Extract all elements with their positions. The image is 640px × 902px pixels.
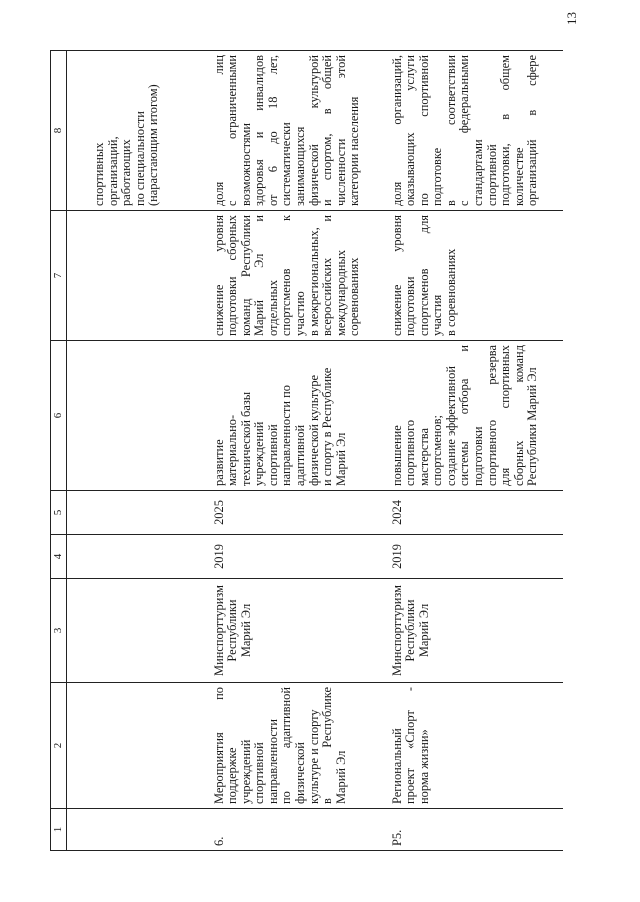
cell bbox=[67, 491, 207, 535]
text-line: направленности по bbox=[279, 385, 294, 486]
continuation-row bbox=[67, 51, 207, 851]
text-line: спортивной bbox=[484, 144, 499, 206]
end-year: 2025 bbox=[207, 491, 385, 535]
text-line: с ограниченными bbox=[225, 55, 240, 206]
text-line: Республики bbox=[225, 599, 240, 662]
text-line: участия bbox=[430, 294, 445, 336]
text-line: Марий Эл bbox=[416, 603, 431, 658]
text-line: спортивных bbox=[92, 142, 106, 206]
result-cell bbox=[207, 341, 385, 491]
cell bbox=[67, 579, 207, 683]
text-line: подготовке bbox=[430, 147, 445, 206]
text-line: организаций в сфере bbox=[525, 55, 540, 206]
column-number-row bbox=[51, 51, 67, 851]
text-line: Мероприятия по bbox=[211, 687, 226, 804]
text-line: Марий Эл bbox=[333, 750, 348, 804]
text-line: категории населения bbox=[347, 96, 362, 206]
text-line: в межрегиональных, bbox=[306, 227, 321, 336]
end-year: 2024 bbox=[385, 491, 563, 535]
text-line: физической культурой bbox=[306, 55, 321, 206]
event-name-cell bbox=[385, 683, 563, 809]
text-line: Республики bbox=[403, 599, 418, 662]
text-line: доля организаций, bbox=[389, 55, 404, 206]
text-line: норма жизни» bbox=[416, 729, 431, 804]
text-line: учреждений bbox=[238, 739, 253, 804]
text-line: и спортом, в общей bbox=[320, 55, 335, 206]
text-line: численности этой bbox=[333, 55, 348, 206]
text-line: и спорту в Республике bbox=[320, 367, 335, 486]
cell bbox=[67, 211, 207, 341]
text-line: Марий Эл и bbox=[252, 215, 267, 336]
text-line: систематически bbox=[279, 122, 294, 206]
text-line: Марий Эл bbox=[238, 603, 253, 658]
table-row bbox=[207, 51, 385, 851]
page-number: 13 bbox=[564, 12, 579, 25]
text-line: в соответствии bbox=[443, 55, 458, 206]
cell bbox=[67, 535, 207, 579]
text-line: подготовки, в общем bbox=[498, 55, 513, 206]
text-line: развитие bbox=[211, 439, 226, 486]
executor-cell bbox=[385, 579, 563, 683]
consequences-cell bbox=[207, 211, 385, 341]
text-line: спортивного bbox=[403, 419, 418, 486]
start-year: 2019 bbox=[385, 535, 563, 579]
text-line: от 6 до 18 лет, bbox=[265, 55, 280, 206]
column-header: 6 bbox=[51, 341, 67, 491]
event-name-cell bbox=[207, 683, 385, 809]
text-line: адаптивной bbox=[293, 424, 308, 486]
cell bbox=[67, 341, 207, 491]
text-line: физической bbox=[293, 742, 308, 804]
text-line: соревнованиях bbox=[347, 257, 362, 336]
text-line: спортивной bbox=[252, 742, 267, 804]
text-line: для спортивных bbox=[498, 345, 513, 486]
text-line: технической базы bbox=[238, 391, 253, 486]
text-line: участию bbox=[293, 291, 308, 336]
text-line: стандартами bbox=[471, 139, 486, 206]
column-header: 3 bbox=[51, 579, 67, 683]
text-line: возможностями bbox=[238, 122, 253, 206]
text-line: спортсменов; bbox=[430, 415, 445, 486]
text-line: материально- bbox=[225, 414, 240, 486]
column-header: 1 bbox=[51, 809, 67, 851]
text-line: по адаптивной bbox=[279, 687, 294, 804]
text-line: спортивного резерва bbox=[484, 345, 499, 486]
text-line: (нарастающим итогом) bbox=[146, 84, 161, 206]
text-line: системы отбора и bbox=[457, 345, 472, 486]
text-line: работающих bbox=[119, 139, 134, 206]
text-line: в Республике bbox=[320, 687, 335, 804]
text-line: отдельных bbox=[265, 279, 280, 336]
text-line: Минспорттуризм bbox=[211, 585, 226, 676]
text-line: проект «Спорт - bbox=[403, 687, 418, 804]
column-header: 4 bbox=[51, 535, 67, 579]
text-line: занимающихся bbox=[293, 126, 308, 206]
indicator-cell bbox=[385, 51, 563, 211]
start-year: 2019 bbox=[207, 535, 385, 579]
text-line: снижение уровня bbox=[389, 215, 404, 336]
text-line: оказывающих услуги bbox=[403, 55, 418, 206]
text-line: направленности bbox=[265, 719, 280, 804]
column-header: 2 bbox=[51, 683, 67, 809]
text-line: здоровья и инвалидов bbox=[252, 55, 267, 206]
row-number: Р5. bbox=[385, 809, 563, 851]
text-line: спортивной bbox=[265, 424, 280, 486]
text-line: по специальности bbox=[132, 111, 147, 206]
text-line: снижение уровня bbox=[211, 215, 226, 336]
table-row bbox=[385, 51, 563, 851]
text-line: организаций, bbox=[105, 136, 120, 206]
text-line: в соревнованиях bbox=[443, 248, 458, 336]
text-line: Региональный bbox=[389, 728, 404, 804]
text-line: спортсменов к bbox=[279, 215, 294, 336]
text-line: по спортивной bbox=[416, 55, 431, 206]
text-line: подготовки bbox=[471, 426, 486, 486]
text-line: создание эффективной bbox=[443, 366, 458, 486]
result-cell bbox=[385, 341, 563, 491]
text-line: всероссийских и bbox=[320, 215, 335, 336]
indicator-cell bbox=[207, 51, 385, 211]
text-line: сборных команд bbox=[511, 345, 526, 486]
text-line: Минспорттуризм bbox=[389, 585, 404, 676]
column-header: 7 bbox=[51, 211, 67, 341]
text-line: подготовки bbox=[403, 276, 418, 336]
text-line: спортсменов для bbox=[416, 215, 431, 336]
cell bbox=[67, 809, 207, 851]
consequences-cell bbox=[385, 211, 563, 341]
cell bbox=[67, 683, 207, 809]
rotated-stage bbox=[51, 55, 540, 846]
text-line: Республики Марий Эл bbox=[525, 367, 540, 486]
column-header: 8 bbox=[51, 51, 67, 211]
executor-cell bbox=[207, 579, 385, 683]
text-line: доля лиц bbox=[211, 55, 226, 206]
indicator-cell bbox=[67, 51, 207, 211]
text-line: подготовки сборных bbox=[225, 215, 240, 336]
text-line: культуре и спорту bbox=[306, 709, 321, 804]
text-line: учреждений bbox=[252, 421, 267, 486]
text-line: Марий Эл bbox=[333, 432, 348, 486]
text-line: поддержке bbox=[225, 747, 240, 804]
text-line: с федеральными bbox=[457, 55, 472, 206]
rotated-table-wrapper bbox=[50, 51, 590, 851]
text-line: международных bbox=[333, 249, 348, 336]
column-header: 5 bbox=[51, 491, 67, 535]
text-line: повышение bbox=[389, 425, 404, 486]
row-number: 6. bbox=[207, 809, 385, 851]
text-line: команд Республики bbox=[238, 215, 253, 336]
program-table bbox=[50, 50, 563, 851]
text-line: мастерства bbox=[416, 428, 431, 486]
text-line: количестве bbox=[511, 147, 526, 206]
text-line: физической культуре bbox=[306, 374, 321, 486]
